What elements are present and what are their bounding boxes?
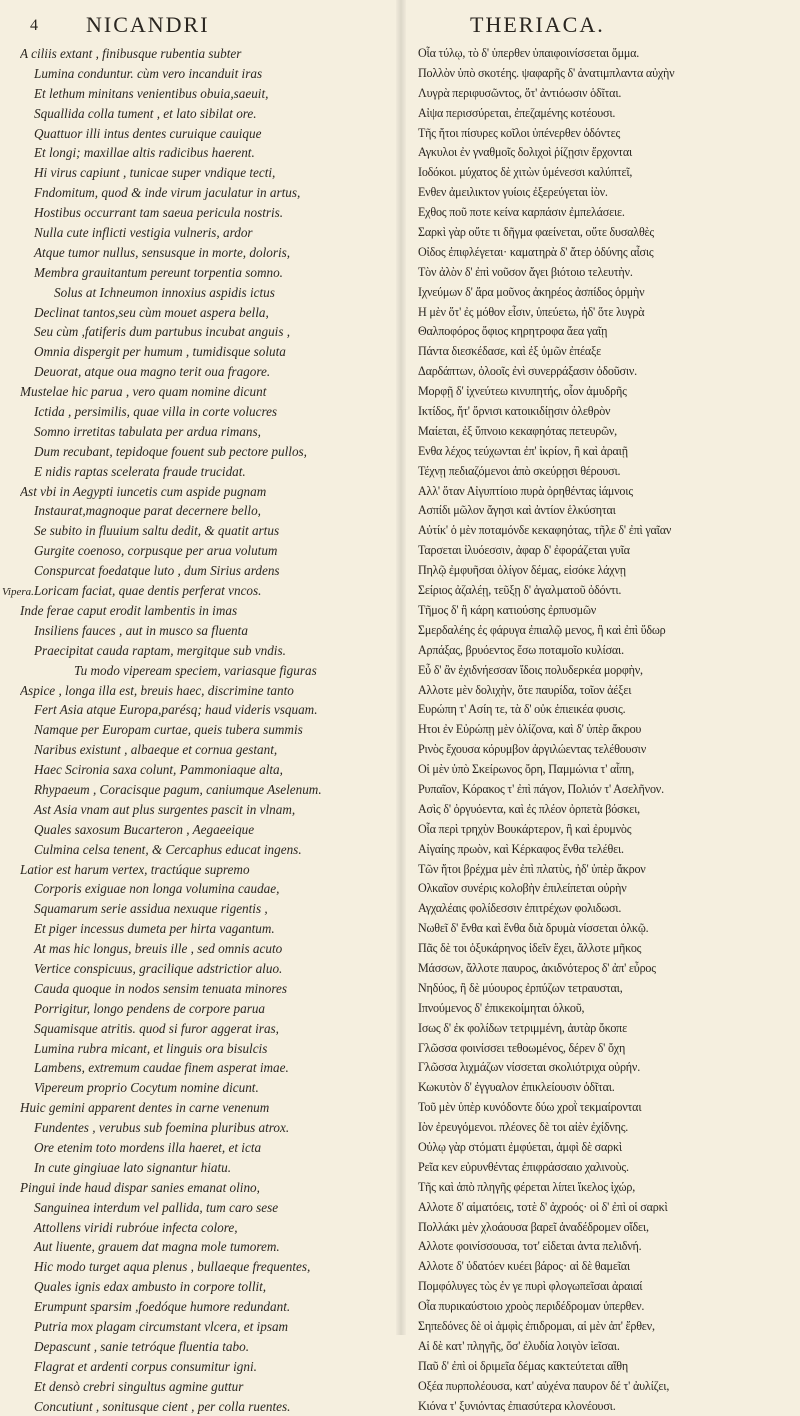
- latin-verse-line: Namque per Europam curtae, queis tubera summis: [34, 722, 303, 738]
- greek-verse-line: Ιοδόκοι. μύχατος δὲ χιτὼν ὑμένεσσι καλύπτεῖ,: [418, 165, 633, 180]
- latin-verse-line: Ast Asia vnam aut plus surgentes pascit in vlnam,: [34, 801, 296, 817]
- greek-verse-line: Κιόνα τ' ξυνιόντας ἐπιασύτερα κλονέουσι.: [418, 1398, 616, 1413]
- latin-verse-line: Sanguinea interdum vel pallida, tum caro sese: [34, 1199, 279, 1215]
- latin-verse-line: Quattuor illi intus dentes curuique cauique: [34, 125, 262, 141]
- greek-verse-line: Οἷα τύλῳ, τὸ δ' ὑπερθεν ὑπαιφοινίσσεται ὄμμα.: [418, 46, 640, 60]
- greek-verse-line: Ητοι ἐν Εὐρώπῃ μὲν ὀλίζονα, καὶ δ' ὑπὲρ ἄκρου: [418, 722, 642, 737]
- greek-verse-line: Πάντα διεσκέδασε, καὶ ἐξ ὑμῶν ἐπέαξε: [418, 344, 602, 359]
- greek-verse-line: Τοῦ μὲν ὑπὲρ κυνόδοντε δύω χροῒ τεκμαίρονται: [418, 1100, 642, 1115]
- greek-verse-line: Εχθος ποῦ ποτε κείνα καρπάσιν ἐμπελάσειε.: [418, 205, 625, 220]
- latin-verse-line: Fndomitum, quod & inde virum jaculatur in artus,: [34, 185, 301, 201]
- left-running-title: NICANDRI: [86, 12, 210, 37]
- latin-verse-line: Se subito in fluuium saltu dedit, & quatit artus: [34, 523, 280, 539]
- latin-verse-line: Haec Scironia saxa colunt, Pammoniaque alta,: [34, 762, 283, 778]
- left-page-header: [30, 10, 390, 40]
- latin-verse-line: Instaurat,magnoque parat decernere bello,: [34, 503, 261, 519]
- latin-verse-line: Ast vbi in Aegypti iuncetis cum aspide pugnam: [20, 483, 267, 499]
- latin-verse-line: Lambens, extremum caudae finem asperat imae.: [34, 1060, 289, 1076]
- latin-verse-line: Praecipitat cauda raptam, mergitque sub vndis.: [34, 642, 286, 658]
- greek-verse-line: Αλλοτε φοινίσσουσα, τοτ' εἰδεται ἀντα πελιδνή.: [418, 1239, 642, 1254]
- greek-verse-line: Μάσσων, ἄλλοτε παυρος, ἀκιδνότερος δ' ἀπ' εὖρος: [418, 960, 656, 975]
- latin-verse-column: [20, 44, 380, 1416]
- greek-verse-line: Τῆς ἤτοι πίσυρες κοῖλοι ὑπένερθεν ὀδόντες: [418, 125, 621, 140]
- latin-verse-line: Aut liuente, grauem dat magna mole tumorem.: [34, 1239, 280, 1255]
- greek-verse-line: Αλλοτε δ' αἱματόεις, τοτὲ δ' ἀχροός· οἱ δ' ἐπὶ οἱ σαρκὶ: [418, 1199, 668, 1214]
- latin-verse-line: Omnia dispergit per humum , tumidisque soluta: [34, 344, 286, 360]
- latin-verse-line: Fundentes , verubus sub foemina pluribus atrox.: [34, 1120, 290, 1136]
- latin-verse-line: Squallida colla tument , et lato sibilat ore.: [34, 105, 257, 121]
- right-running-title: THERIACA.: [470, 12, 605, 37]
- latin-verse-line: Et lethum minitans venientibus obuia,saeuit,: [34, 85, 269, 101]
- latin-verse-line: Conspurcat foedatque luto , dum Sirius ardens: [34, 563, 280, 579]
- latin-verse-line: At mas hic longus, breuis ille , sed omnis acuto: [34, 941, 283, 957]
- latin-verse-line: Hic modo turget aqua plenus , bullaeque frequentes,: [34, 1259, 311, 1275]
- greek-verse-line: Σαρκὶ γὰρ οὔτε τι δῆγμα φαείνεται, οὔτε δυσαλθὲς: [418, 225, 655, 240]
- latin-verse-line: Seu cùm ,fatiferis dum partubus incubat anguis ,: [34, 324, 291, 340]
- latin-verse-line: Loricam faciat, quae dentis perferat vncos.: [34, 583, 262, 599]
- latin-verse-line: Vertice conspicuus, gracilique adstrictior aluo.: [34, 960, 283, 976]
- greek-verse-line: Οἷα πυρικαύστοιο χροὸς περιδέδρομαν ὑπερθεν.: [418, 1299, 645, 1314]
- latin-verse-line: Inde ferae caput erodit lambentis in imas: [20, 602, 238, 618]
- page-number: 4: [30, 17, 40, 34]
- latin-verse-line: Lumina rubra micant, et linguis ora bisulcis: [34, 1040, 268, 1056]
- greek-verse-line: Ευρώπη τ' Ασίη τε, τὰ δ' οὐκ ἐπιεικέα φυσις.: [418, 702, 626, 717]
- greek-verse-line: Νηδύος, ἢ δὲ μύουρος ἐρπύζων τετραυσται,: [418, 980, 623, 995]
- greek-verse-line: Λυγρὰ περιφυσῶντος, ὅτ' ἀντιόωσιν ὁδῖται.: [418, 85, 622, 100]
- latin-verse-line: Gurgite coenoso, corpusque per arua volutum: [34, 543, 278, 559]
- greek-verse-line: Ρεῖα κεν εὐρυνθέντας ἐπιφράσσαιο χαλινοὺς.: [418, 1159, 629, 1174]
- greek-verse-line: Ασπίδι μῶλον ἄγησι καὶ ἀντίον ἑλκύσηται: [418, 503, 616, 518]
- greek-verse-line: Πᾶς δὲ τοι ὀξυκάρηνος ἰδεῖν ἔχει, ἄλλοτε μῆκος: [418, 941, 642, 956]
- greek-verse-line: Οἱ μὲν ὑπὸ Σκείρωνος ὄρη, Παμμώνια τ' αἶπη,: [418, 762, 635, 777]
- latin-verse-line: Et longi; maxillae altis radicibus haerent.: [34, 145, 255, 161]
- greek-verse-line: Αλλοτε δ' ὑδατόεν κυέει βάρος· αἱ δὲ θαμεῖαι: [418, 1259, 630, 1274]
- greek-verse-line: Ρινὸς ἔχουσα κόρυμβον ἀργιλώεντας τελέθουσιν: [418, 742, 646, 757]
- latin-verse-line: A ciliis extant , finibusque rubentia subter: [20, 46, 242, 61]
- greek-verse-line: Ιὸν ἐρευγόμενοι. πλέονες δὲ τοι αἰὲν ἐχίδνης.: [418, 1120, 629, 1135]
- latin-verse-line: Somno irretitas tabulata per ardua rimans,: [34, 423, 261, 439]
- greek-verse-line: Η μὲν ὅτ' ἐς μόθον εἶσιν, ὑπεύετω, ἠδ' ὅτε λυγρὰ: [418, 304, 645, 319]
- greek-verse-line: Ικτίδος, ἥτ' ὄρνισι κατοικιδίῃσιν ὀλεθρὸν: [418, 404, 611, 419]
- latin-verse-line: Et densò crebri singultus agmine guttur: [34, 1378, 244, 1394]
- greek-verse-line: Πομφόλυγες τὼς ἐν γε πυρὶ φλογωπεῖσαι ἀραιαί: [418, 1279, 643, 1294]
- greek-verse-line: Τῶν ἤτοι βρέχμα μὲν ἐπὶ πλατὺς, ἠδ' ὑπὲρ ἄκρον: [418, 861, 646, 876]
- greek-verse-line: Αγκυλοι ἐν γναθμοῖς δολιχοὶ ῥίζῃσιν ἔρχονται: [418, 145, 633, 160]
- greek-verse-line: Εὖ δ' ἂν ἐχιδνήεσσαν ἴδοις πολυδερκέα μορφὴν,: [418, 662, 643, 677]
- greek-verse-line: Αἰγαίης πρωὸν, καὶ Κέρκαφος ἔνθα τελέθει.: [418, 841, 624, 856]
- greek-verse-line: Σμερδαλέης ἐς φάρυγα ἐπιαλῷ μενος, ἢ καὶ ἐπὶ ὕδωρ: [418, 622, 666, 637]
- greek-verse-line: Σείριος ἀζαλέῃ, τεῦξῃ δ' ἀγαλματοῦ ὀδόντι.: [418, 583, 622, 598]
- latin-verse-line: E nidis raptas scelerata fraude trucidat.: [34, 463, 246, 479]
- latin-verse-line: Latior est harum vertex, tractúque supremo: [20, 861, 250, 877]
- greek-verse-line: Ασὶς δ' ὀργυόεντα, καὶ ἐς πλέον ὀρπετὰ βόσκει,: [418, 801, 641, 816]
- latin-verse-line: Ictida , persimilis, quae villa in corte volucres: [34, 404, 278, 420]
- latin-verse-line: Porrigitur, longo pendens de corpore parua: [34, 1000, 266, 1016]
- greek-verse-line: Αρπάξας, βρυόεντος ἔσω ποταμοῖο κυλίσαι.: [418, 642, 624, 657]
- latin-verse-line: Depascunt , sanie tetróque fluentia tabo.: [34, 1338, 249, 1354]
- greek-verse-line: Παῦ δ' ἐπὶ οἱ δριμεῖα δέμας κακτεύτεται αἴθη: [418, 1358, 629, 1373]
- greek-verse-line: Ολκαῖον συνέρις κολοβὴν ἐπιλείπεται οὐρὴν: [418, 881, 627, 896]
- latin-verse-line: Cauda quoque in nodos sensim tenuata minores: [34, 980, 287, 996]
- latin-verse-line: Rhypaeum , Coracisque pagum, caniumque Aselenum.: [34, 781, 322, 797]
- greek-verse-line: Τῆμος δ' ἢ κάρη κατιούσης ἐρπυσμῶν: [418, 602, 596, 617]
- latin-verse-line: Dum recubant, tepidoque fouent sub pectore pullos,: [34, 443, 307, 459]
- latin-verse-line: Erumpunt sparsim ,foedóque humore redundant.: [34, 1299, 291, 1315]
- greek-verse-line: Θαλποφόρος ὄφιος κηρητροφα ἄεα γαῖῃ: [418, 324, 608, 339]
- greek-verse-line: Αγχαλέαις φολίδεσσιν ἐπιτρέχων φολιδωσι.: [418, 901, 622, 916]
- greek-verse-line: Ισως δ' ἐκ φολίδων τετριμμένη, ἀυτὰρ ὄκοπε: [418, 1020, 627, 1035]
- latin-verse-line: Concutiunt , sonitusque cient , per colla ruentes.: [34, 1398, 291, 1414]
- latin-verse-line: Hostibus occurrant tam saeua pericula nostris.: [34, 205, 284, 221]
- greek-verse-line: Γλῶσσα λιχμάζων νίσσεται σκολιότριχα οὐρήν.: [418, 1060, 641, 1075]
- latin-verse-line: Declinat tantos,seu cùm mouet aspera bella,: [34, 304, 269, 320]
- greek-verse-line: Αὐτίκ' ὁ μὲν ποταμόνδε κεκαφηότας, τῆλε δ' ἐπὶ γαῖαν: [418, 523, 672, 538]
- greek-verse-line: Κωκυτὸν δ' ἐγγυαλον ἐπικλείουσιν ὁδῖται.: [418, 1080, 615, 1095]
- latin-verse-line: Squamisque atritis. quod si furor aggerat iras,: [34, 1020, 279, 1036]
- greek-verse-line: Οἰδος ἐπιφλέγεται· καματηρὰ δ' ἄτερ ὀδύνης αἶσις: [418, 244, 654, 259]
- margin-note: Vipera.: [2, 586, 34, 598]
- greek-verse-line: Μαίεται, ἐξ ὕπνοιο κεκαφηότας πετευρῶν,: [418, 423, 617, 438]
- greek-verse-line: Αλλ' ὅταν Αἰγυπτίοιο πυρὰ ὀρηθέντας ἰάμνοις: [418, 483, 633, 498]
- latin-verse-line: Solus at Ichneumon innoxius aspidis ictus: [54, 284, 275, 300]
- latin-verse-line: Insiliens fauces , aut in musco sa fluenta: [34, 622, 248, 638]
- greek-verse-line: Πολλάκι μὲν χλοάουσα βαρεῖ ἀναδέδρομεν οἴδει,: [418, 1219, 649, 1234]
- greek-verse-line: Γλῶσσα φοινίσσει τεθοωμένος, δέρεν δ' ὄχη: [418, 1040, 626, 1055]
- greek-verse-line: Πηλῷ ἐμφυῆσαι ὀλίγον δέμας, εἰσόκε λάχνῃ: [418, 563, 626, 578]
- latin-verse-line: Quales saxosum Bucarteron , Aegaeeique: [34, 821, 255, 837]
- greek-verse-line: Αλλοτε μὲν δολιχὴν, ὅτε παυρίδα, τοῖον ἀέξει: [418, 682, 632, 697]
- greek-verse-line: Ιπνούμενος δ' ἐπικεκοίμηται ὁλκοῦ,: [418, 1000, 585, 1015]
- latin-verse-line: Quales ignis edax ambusto in corpore tollit,: [34, 1279, 267, 1295]
- latin-verse-line: Vipereum proprio Cocytum nomine dicunt.: [34, 1080, 259, 1096]
- latin-verse-line: Mustelae hic parua , vero quam nomine dicunt: [20, 384, 267, 400]
- greek-verse-line: Οἷα περὶ τρηχὺν Βουκάρτερον, ἢ καὶ ἐρυμνὸς: [418, 821, 632, 836]
- latin-verse-line: Nulla cute inflicti vestigia vulneris, ardor: [34, 225, 253, 241]
- greek-verse-line: Αἱ δὲ κατ' πληγῆς, ὅσ' ἐλυδία λοιγὸν ἰεῖσαι.: [418, 1338, 620, 1353]
- greek-verse-line: Οὐλῳ γὰρ στόματι ἐμφύεται, ἀμφὶ δὲ σαρκὶ: [418, 1139, 622, 1154]
- greek-verse-line: Ενθεν ἀμειλικτον γυίοις ἐξερεύγεται ἰὸν.: [418, 185, 608, 200]
- latin-verse-line: Squamarum serie assidua nexuque rigentis ,: [34, 901, 268, 917]
- greek-verse-line: Αἰψα περισσύρεται, ἐπεζαμένης κοτέουσι.: [418, 105, 616, 120]
- latin-verse-line: Lumina conduntur. cùm vero incanduit iras: [34, 65, 263, 81]
- greek-verse-column: [418, 44, 790, 1416]
- latin-verse-line: Naribus existunt , albaeque et cornua gestant,: [34, 742, 278, 758]
- latin-verse-line: Tu modo vipeream speciem, variasque figuras: [74, 662, 317, 678]
- latin-verse-line: Hi virus capiunt , tunicae super vndique tecti,: [34, 165, 276, 181]
- greek-verse-line: Σηπεδόνες δὲ οἱ ἀμφὶς ἐπιδρομαι, αἱ μὲν ἀπ' ἔρθεν,: [418, 1319, 655, 1333]
- latin-verse-line: Et piger incessus dumeta per hirta vagantum.: [34, 921, 275, 937]
- latin-verse-line: Atque tumor nullus, sensusque in morte, doloris,: [34, 244, 291, 260]
- greek-verse-line: Ενθα λέχος τεύχωνται ἐπ' ἰκρίον, ἢ καὶ ἀραιῇ: [418, 443, 628, 458]
- greek-verse-line: Νωθεῖ δ' ἔνθα καὶ ἔνθα διὰ δρυμὰ νίσσεται ὁλκῷ.: [418, 921, 649, 936]
- greek-verse-line: Μορφῇ δ' ἰχνεύτεω κινυπητής, οἷον ἀμυδρῆς: [418, 384, 627, 399]
- latin-verse-line: Ore etenim toto mordens illa haeret, et icta: [34, 1139, 262, 1155]
- greek-verse-line: Ταρσεται ἰλυόεσσιν, ἀφαρ δ' ἐφοράζεται γυῖα: [418, 543, 630, 558]
- latin-verse-line: Deuorat, atque oua magno terit oua fragore.: [34, 364, 271, 380]
- latin-verse-line: Flagrat et ardenti corpus consumitur igni.: [34, 1358, 257, 1374]
- greek-verse-line: Πολλὸν ὑπὸ σκοτέης. ψαφαρῆς δ' ἀνατιμπλαντα αὐχὴν: [418, 65, 675, 80]
- latin-verse-line: Culmina celsa tenent, & Cercaphus educat ingens.: [34, 841, 302, 857]
- latin-verse-line: Huic gemini apparent dentes in carne venenum: [20, 1100, 270, 1116]
- latin-verse-line: Fert Asia atque Europa,parésq; haud videris vsquam.: [34, 702, 318, 718]
- page-gutter: [396, 0, 406, 1335]
- greek-verse-line: Τέχνῃ πεδιαζόμενοι ἀπὸ σκεύρῃσι θέρουσι.: [418, 463, 621, 478]
- latin-verse-line: Attollens viridi rubróue infecta colore,: [34, 1219, 238, 1235]
- latin-verse-line: Aspice , longa illa est, breuis haec, discrimine tanto: [20, 682, 294, 698]
- latin-verse-line: In cute gingiuae lato signantur hiatu.: [34, 1159, 232, 1175]
- greek-verse-line: Ιχνεύμων δ' ἄρα μοῦνος ἀκηρέος ἀσπίδος ὁρμὴν: [418, 284, 645, 299]
- greek-verse-line: Δαρδάπτων, ὀλοοῖς ἐνὶ συνερράξασιν ὀδοῦσιν.: [418, 364, 637, 379]
- latin-verse-line: Pingui inde haud dispar sanies emanat olino,: [20, 1179, 260, 1195]
- latin-verse-line: Putria mox plagam circumstant vlcera, et ipsam: [34, 1319, 289, 1334]
- greek-verse-line: Τῆς καὶ ἀπὸ πληγῆς φέρεται λίπει ἴκελος ἰχώρ,: [418, 1179, 636, 1194]
- latin-verse-line: Corporis exiguae non longa volumina caudae,: [34, 881, 280, 897]
- greek-verse-line: Οξέα πυρπολέουσα, κατ' αὐχένα παυρον δέ τ' ἀυλίζει,: [418, 1378, 670, 1393]
- greek-verse-line: Ρυπαῖον, Κόρακος τ' ἐπὶ πάγον, Πολιόν τ' Ασελῆνον.: [418, 781, 664, 796]
- greek-verse-line: Τὸν ἀλὸν δ' ἐπὶ νοῦσον ἄγει βιότοιο τελευτὴν.: [418, 264, 633, 279]
- latin-verse-line: Membra grauitantum pereunt torpentia somno.: [34, 264, 283, 280]
